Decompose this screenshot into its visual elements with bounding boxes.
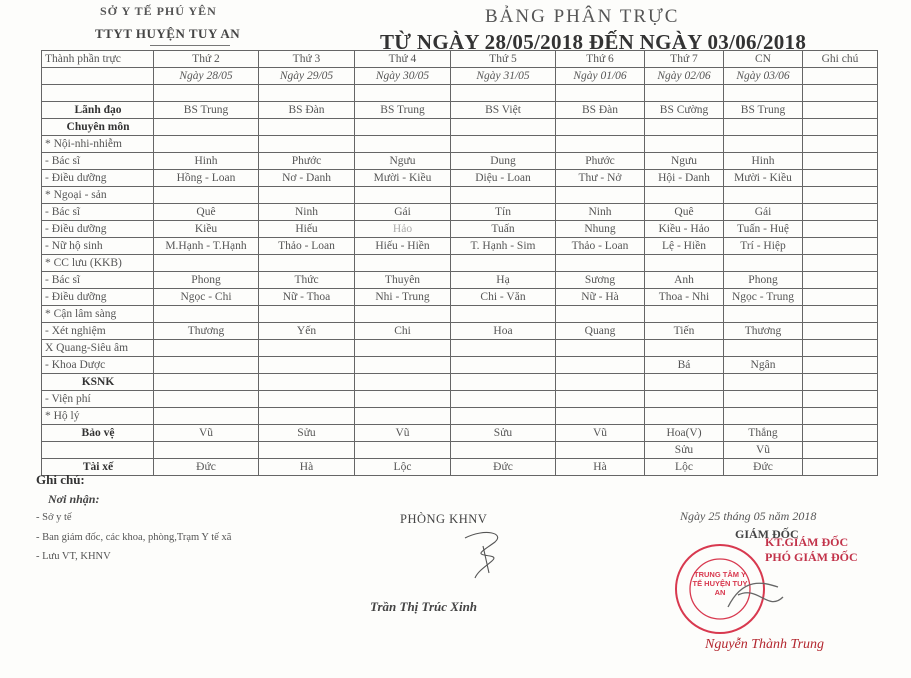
duty-cell: Hoa bbox=[451, 323, 556, 340]
row-label: Tài xế bbox=[42, 459, 154, 476]
duty-cell: Vũ bbox=[355, 425, 451, 442]
duty-cell: Gái bbox=[724, 204, 803, 221]
duty-cell: Đức bbox=[154, 459, 259, 476]
duty-cell: BS Cường bbox=[645, 102, 724, 119]
duty-cell bbox=[724, 306, 803, 323]
notes-cell bbox=[803, 136, 878, 153]
notes-cell bbox=[803, 170, 878, 187]
duty-cell bbox=[154, 340, 259, 357]
recipient-item: - Ban giám đốc, các khoa, phòng,Trạm Y tế xã bbox=[36, 532, 232, 543]
duty-cell: BS Trung bbox=[724, 102, 803, 119]
duty-cell bbox=[259, 374, 355, 391]
duty-cell bbox=[451, 187, 556, 204]
table-row bbox=[42, 391, 878, 408]
duty-cell bbox=[724, 85, 803, 102]
date-header: Ngày 01/06 bbox=[556, 68, 645, 85]
date-header: Ngày 28/05 bbox=[154, 68, 259, 85]
duty-cell: Ninh bbox=[259, 204, 355, 221]
duty-cell: Ngọc - Chi bbox=[154, 289, 259, 306]
duty-cell bbox=[154, 391, 259, 408]
duty-cell: Hinh bbox=[724, 153, 803, 170]
notes-cell bbox=[803, 204, 878, 221]
header-label: Thành phần trực bbox=[42, 51, 154, 68]
duty-cell bbox=[556, 357, 645, 374]
table-row bbox=[42, 306, 878, 323]
date-header: Ngày 03/06 bbox=[724, 68, 803, 85]
notes-cell bbox=[803, 153, 878, 170]
duty-cell bbox=[556, 306, 645, 323]
duty-cell bbox=[451, 374, 556, 391]
duty-cell bbox=[154, 306, 259, 323]
duty-cell bbox=[154, 255, 259, 272]
duty-cell: Phước bbox=[259, 153, 355, 170]
duty-cell: Ngưu bbox=[355, 153, 451, 170]
table-row bbox=[42, 357, 878, 374]
day-header: Thứ 5 bbox=[451, 51, 556, 68]
duty-cell bbox=[355, 374, 451, 391]
table-row bbox=[42, 255, 878, 272]
notes-cell bbox=[803, 119, 878, 136]
director-title: GIÁM ĐỐC bbox=[735, 527, 799, 541]
duty-cell: Hà bbox=[259, 459, 355, 476]
duty-cell: M.Hạnh - T.Hạnh bbox=[154, 238, 259, 255]
duty-cell bbox=[154, 374, 259, 391]
duty-cell: Tuấn - Huệ bbox=[724, 221, 803, 238]
duty-cell bbox=[355, 306, 451, 323]
duty-cell: BS Trung bbox=[355, 102, 451, 119]
row-label: Bảo vệ bbox=[42, 425, 154, 442]
duty-cell: Phước bbox=[556, 153, 645, 170]
date-header-row bbox=[42, 68, 878, 85]
duty-cell bbox=[355, 442, 451, 459]
duty-cell: Thảo - Loan bbox=[556, 238, 645, 255]
duty-cell: Phong bbox=[154, 272, 259, 289]
duty-cell: Vũ bbox=[724, 442, 803, 459]
org-line-1: SỞ Y TẾ PHÚ YÊN bbox=[100, 4, 217, 18]
duty-cell bbox=[451, 119, 556, 136]
row-label: * Ngoại - sản bbox=[42, 187, 154, 204]
duty-cell: Diệu - Loan bbox=[451, 170, 556, 187]
table-row bbox=[42, 238, 878, 255]
table-row bbox=[42, 136, 878, 153]
duty-cell bbox=[154, 187, 259, 204]
row-label: KSNK bbox=[42, 374, 154, 391]
duty-cell: Thảo - Loan bbox=[259, 238, 355, 255]
duty-cell bbox=[645, 391, 724, 408]
duty-schedule-table bbox=[41, 50, 878, 476]
notes-cell bbox=[803, 102, 878, 119]
row-label: - Khoa Dược bbox=[42, 357, 154, 374]
duty-cell bbox=[556, 442, 645, 459]
duty-cell: Mười - Kiều bbox=[355, 170, 451, 187]
table-row bbox=[42, 374, 878, 391]
duty-cell bbox=[154, 85, 259, 102]
table-row bbox=[42, 204, 878, 221]
notes-cell bbox=[803, 442, 878, 459]
duty-cell bbox=[154, 408, 259, 425]
duty-cell: Bá bbox=[645, 357, 724, 374]
duty-cell bbox=[355, 357, 451, 374]
duty-cell: Ngọc - Trung bbox=[724, 289, 803, 306]
duty-cell bbox=[724, 255, 803, 272]
document-title: BẢNG PHÂN TRỰC bbox=[485, 6, 680, 27]
duty-cell bbox=[259, 119, 355, 136]
duty-cell bbox=[259, 306, 355, 323]
duty-cell: Mười - Kiều bbox=[724, 170, 803, 187]
row-label: * Cận lâm sàng bbox=[42, 306, 154, 323]
duty-cell: Đức bbox=[724, 459, 803, 476]
duty-cell: Nơ - Danh bbox=[259, 170, 355, 187]
duty-cell: Trí - Hiệp bbox=[724, 238, 803, 255]
duty-cell: Sửu bbox=[451, 425, 556, 442]
duty-cell bbox=[556, 374, 645, 391]
recipient-item: - Lưu VT, KHNV bbox=[36, 551, 111, 562]
duty-cell: Sửu bbox=[645, 442, 724, 459]
duty-cell: Thoa - Nhi bbox=[645, 289, 724, 306]
duty-cell bbox=[451, 306, 556, 323]
duty-cell bbox=[451, 136, 556, 153]
notes-cell bbox=[803, 85, 878, 102]
day-header: Thứ 7 bbox=[645, 51, 724, 68]
table-header-row bbox=[42, 51, 878, 68]
duty-cell bbox=[259, 340, 355, 357]
duty-cell: Hiếu - Hiền bbox=[355, 238, 451, 255]
notes-cell bbox=[803, 323, 878, 340]
duty-cell: Hinh bbox=[154, 153, 259, 170]
row-label: * Hộ lý bbox=[42, 408, 154, 425]
document-subtitle: TỪ NGÀY 28/05/2018 ĐẾN NGÀY 03/06/2018 bbox=[380, 30, 807, 54]
table-row bbox=[42, 289, 878, 306]
empty-cell bbox=[803, 68, 878, 85]
duty-cell: Anh bbox=[645, 272, 724, 289]
row-label: Chuyên môn bbox=[42, 119, 154, 136]
duty-cell: T. Hạnh - Sim bbox=[451, 238, 556, 255]
row-label: - Bác sĩ bbox=[42, 272, 154, 289]
table-row bbox=[42, 119, 878, 136]
planning-signature-icon bbox=[445, 528, 525, 588]
duty-cell: Kiều - Hảo bbox=[645, 221, 724, 238]
table-row bbox=[42, 425, 878, 442]
row-label: - Điều dưỡng bbox=[42, 170, 154, 187]
date-header: Ngày 31/05 bbox=[451, 68, 556, 85]
duty-cell: Dung bbox=[451, 153, 556, 170]
notes-cell bbox=[803, 272, 878, 289]
day-header: Thứ 2 bbox=[154, 51, 259, 68]
notes-cell bbox=[803, 221, 878, 238]
duty-cell bbox=[645, 340, 724, 357]
duty-cell: Yến bbox=[259, 323, 355, 340]
duty-cell bbox=[724, 408, 803, 425]
duty-cell: Hảo bbox=[355, 221, 451, 238]
notes-cell bbox=[803, 374, 878, 391]
duty-cell bbox=[645, 187, 724, 204]
duty-cell bbox=[556, 255, 645, 272]
duty-cell: Nhi - Trung bbox=[355, 289, 451, 306]
row-label: - Nữ hộ sinh bbox=[42, 238, 154, 255]
duty-cell bbox=[154, 442, 259, 459]
empty-cell bbox=[42, 68, 154, 85]
date-header: Ngày 30/05 bbox=[355, 68, 451, 85]
duty-cell: Ngưu bbox=[645, 153, 724, 170]
notes-cell bbox=[803, 459, 878, 476]
row-label bbox=[42, 442, 154, 459]
row-label: - Điều dưỡng bbox=[42, 221, 154, 238]
duty-cell: Thức bbox=[259, 272, 355, 289]
duty-cell: Gái bbox=[355, 204, 451, 221]
row-label: - Bác sĩ bbox=[42, 153, 154, 170]
duty-cell bbox=[556, 85, 645, 102]
notes-cell bbox=[803, 340, 878, 357]
duty-cell bbox=[259, 442, 355, 459]
planning-signer-name: Trần Thị Trúc Xinh bbox=[370, 599, 478, 614]
duty-cell: Lệ - Hiền bbox=[645, 238, 724, 255]
duty-cell: Tín bbox=[451, 204, 556, 221]
duty-cell bbox=[154, 119, 259, 136]
row-label: - Điều dưỡng bbox=[42, 289, 154, 306]
duty-cell bbox=[154, 136, 259, 153]
duty-cell bbox=[355, 340, 451, 357]
planning-dept-title: PHÒNG KHNV bbox=[400, 512, 488, 526]
duty-cell: Quê bbox=[154, 204, 259, 221]
duty-cell bbox=[556, 187, 645, 204]
duty-cell bbox=[556, 408, 645, 425]
org-line-2: TTYT HUYỆN TUY AN bbox=[95, 26, 241, 41]
duty-cell bbox=[724, 119, 803, 136]
duty-cell: Đức bbox=[451, 459, 556, 476]
notes-cell bbox=[803, 306, 878, 323]
duty-cell bbox=[154, 357, 259, 374]
duty-cell bbox=[259, 357, 355, 374]
row-label: - Viện phí bbox=[42, 391, 154, 408]
row-label: * Nội-nhi-nhiễm bbox=[42, 136, 154, 153]
duty-cell: Ngân bbox=[724, 357, 803, 374]
notes-cell bbox=[803, 238, 878, 255]
notes-cell bbox=[803, 289, 878, 306]
duty-cell bbox=[259, 391, 355, 408]
notes-label: Ghi chú: bbox=[36, 472, 85, 487]
date-header: Ngày 29/05 bbox=[259, 68, 355, 85]
duty-cell bbox=[259, 85, 355, 102]
duty-cell: Nữ - Thoa bbox=[259, 289, 355, 306]
duty-cell bbox=[355, 85, 451, 102]
notes-cell bbox=[803, 187, 878, 204]
duty-cell bbox=[645, 85, 724, 102]
row-label: - Xét nghiệm bbox=[42, 323, 154, 340]
duty-cell bbox=[645, 306, 724, 323]
duty-cell bbox=[451, 408, 556, 425]
duty-cell bbox=[355, 255, 451, 272]
notes-header: Ghi chú bbox=[803, 51, 878, 68]
duty-cell bbox=[724, 136, 803, 153]
duty-cell bbox=[556, 340, 645, 357]
duty-cell bbox=[259, 136, 355, 153]
table-row bbox=[42, 459, 878, 476]
duty-cell: Lộc bbox=[645, 459, 724, 476]
duty-cell: Quang bbox=[556, 323, 645, 340]
director-name: Nguyễn Thành Trung bbox=[705, 637, 825, 652]
table-row bbox=[42, 153, 878, 170]
duty-cell: Sửu bbox=[259, 425, 355, 442]
duty-cell bbox=[645, 255, 724, 272]
seal-text: TRUNG TÂM Y TẾ HUYỆN TUY AN bbox=[692, 570, 748, 597]
duty-cell bbox=[724, 391, 803, 408]
recipients-label: Nơi nhận: bbox=[48, 492, 100, 506]
duty-cell bbox=[724, 374, 803, 391]
duty-cell bbox=[259, 408, 355, 425]
notes-cell bbox=[803, 357, 878, 374]
duty-cell: Vũ bbox=[556, 425, 645, 442]
duty-cell: Lộc bbox=[355, 459, 451, 476]
row-label: Lãnh đạo bbox=[42, 102, 154, 119]
table-row bbox=[42, 85, 878, 102]
duty-cell bbox=[451, 340, 556, 357]
duty-cell bbox=[645, 374, 724, 391]
duty-cell: Hiếu bbox=[259, 221, 355, 238]
table-row bbox=[42, 340, 878, 357]
row-label: * CC lưu (KKB) bbox=[42, 255, 154, 272]
duty-cell bbox=[556, 391, 645, 408]
duty-cell bbox=[259, 187, 355, 204]
duty-cell: Hồng - Loan bbox=[154, 170, 259, 187]
table-row bbox=[42, 272, 878, 289]
duty-cell: Sương bbox=[556, 272, 645, 289]
notes-cell bbox=[803, 391, 878, 408]
duty-cell: Quê bbox=[645, 204, 724, 221]
date-header: Ngày 02/06 bbox=[645, 68, 724, 85]
table-row bbox=[42, 408, 878, 425]
duty-cell bbox=[645, 408, 724, 425]
duty-cell: BS Đàn bbox=[259, 102, 355, 119]
notes-cell bbox=[803, 255, 878, 272]
row-label: X Quang-Siêu âm bbox=[42, 340, 154, 357]
table-row bbox=[42, 221, 878, 238]
duty-cell: Hà bbox=[556, 459, 645, 476]
duty-cell bbox=[451, 255, 556, 272]
duty-cell bbox=[645, 119, 724, 136]
duty-cell: Chi bbox=[355, 323, 451, 340]
duty-cell: Kiều bbox=[154, 221, 259, 238]
duty-cell bbox=[355, 391, 451, 408]
vice-director-stamp: KT.GIÁM ĐỐC PHÓ GIÁM ĐỐC bbox=[765, 535, 858, 564]
org-underline bbox=[150, 45, 230, 46]
day-header: CN bbox=[724, 51, 803, 68]
table-row bbox=[42, 323, 878, 340]
day-header: Thứ 6 bbox=[556, 51, 645, 68]
duty-cell: Chi - Văn bbox=[451, 289, 556, 306]
duty-cell: Nhung bbox=[556, 221, 645, 238]
signing-date: Ngày 25 tháng 05 năm 2018 bbox=[680, 509, 817, 523]
duty-cell bbox=[724, 187, 803, 204]
duty-cell: Nữ - Hà bbox=[556, 289, 645, 306]
duty-cell: Thuyên bbox=[355, 272, 451, 289]
duty-cell bbox=[451, 357, 556, 374]
row-label bbox=[42, 85, 154, 102]
duty-cell bbox=[355, 408, 451, 425]
duty-cell: Phong bbox=[724, 272, 803, 289]
duty-cell: Hội - Danh bbox=[645, 170, 724, 187]
duty-cell bbox=[259, 255, 355, 272]
duty-cell bbox=[556, 119, 645, 136]
duty-cell: Hoa(V) bbox=[645, 425, 724, 442]
duty-cell: Tiến bbox=[645, 323, 724, 340]
duty-cell bbox=[645, 136, 724, 153]
duty-cell bbox=[451, 85, 556, 102]
duty-cell: Thắng bbox=[724, 425, 803, 442]
duty-cell: Hạ bbox=[451, 272, 556, 289]
day-header: Thứ 3 bbox=[259, 51, 355, 68]
duty-cell: Ninh bbox=[556, 204, 645, 221]
table-row bbox=[42, 187, 878, 204]
duty-cell bbox=[355, 187, 451, 204]
duty-cell bbox=[556, 136, 645, 153]
table-row bbox=[42, 102, 878, 119]
duty-cell: Thư - Nở bbox=[556, 170, 645, 187]
duty-cell bbox=[355, 119, 451, 136]
table-row bbox=[42, 170, 878, 187]
duty-cell: Tuấn bbox=[451, 221, 556, 238]
duty-cell: BS Trung bbox=[154, 102, 259, 119]
notes-cell bbox=[803, 425, 878, 442]
row-label: - Bác sĩ bbox=[42, 204, 154, 221]
duty-cell: BS Đàn bbox=[556, 102, 645, 119]
duty-cell bbox=[355, 136, 451, 153]
duty-cell bbox=[451, 391, 556, 408]
duty-cell: Thương bbox=[724, 323, 803, 340]
day-header: Thứ 4 bbox=[355, 51, 451, 68]
duty-cell: Thương bbox=[154, 323, 259, 340]
duty-cell: BS Việt bbox=[451, 102, 556, 119]
table-row bbox=[42, 442, 878, 459]
recipient-item: - Sở y tế bbox=[36, 512, 72, 523]
notes-cell bbox=[803, 408, 878, 425]
duty-cell bbox=[451, 442, 556, 459]
duty-cell: Vũ bbox=[154, 425, 259, 442]
duty-cell bbox=[724, 340, 803, 357]
